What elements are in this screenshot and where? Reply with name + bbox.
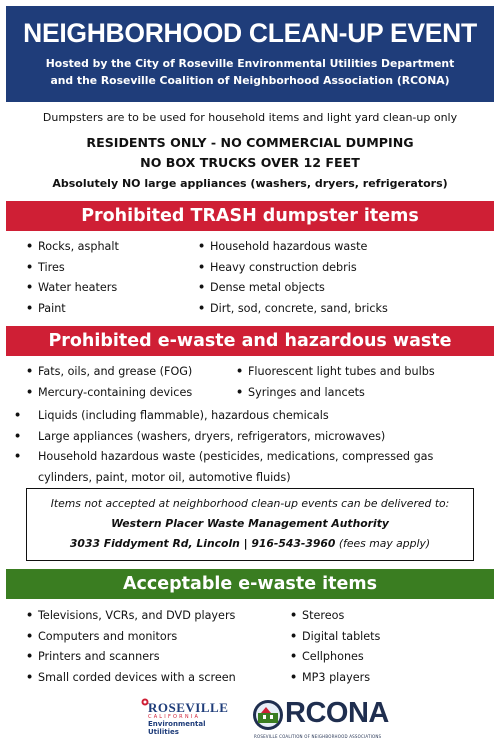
rcona-tagline: ROSEVILLE COALITION OF NEIGHBORHOOD ASSOCIATIONS	[254, 734, 382, 739]
list-item: • Tires	[26, 258, 119, 279]
ewaste-prohibited-list-full	[26, 406, 476, 488]
ewaste-prohibited-list-left	[26, 362, 192, 403]
usage-note: Dumpsters are to be used for household items and light yard clean-up only	[42, 111, 458, 124]
appliance-rule: Absolutely NO large appliances (washers, dryers, refrigerators)	[52, 177, 448, 190]
acceptable-list-left	[26, 606, 236, 688]
list-item: • Digital tablets	[290, 627, 380, 648]
list-item: • Fats, oils, and grease (FOG)	[26, 362, 192, 383]
roseville-logo	[140, 697, 229, 745]
list-item: • Household hazardous waste	[198, 237, 388, 258]
list-item: • Stereos	[290, 606, 380, 627]
list-item: • MP3 players	[290, 668, 380, 689]
list-item: • Rocks, asphalt	[26, 237, 119, 258]
list-item: • Household hazardous waste (pesticides, medications, compressed gas cylinders, paint, motor oil, automotive fluids)	[26, 447, 476, 488]
alternate-dropoff-notice	[26, 488, 474, 561]
list-item: • Syringes and lancets	[236, 383, 435, 404]
rcona-logo	[252, 697, 389, 745]
rcona-name: RCONA	[285, 697, 389, 729]
list-item: • Dirt, sod, concrete, sand, bricks	[198, 299, 388, 320]
box-truck-rule: NO BOX TRUCKS OVER 12 FEET	[140, 155, 360, 170]
page-title: NEIGHBORHOOD CLEAN-UP EVENT	[23, 18, 477, 48]
list-item: • Liquids (including flammable), hazardous chemicals	[26, 406, 476, 427]
residents-only-rule: RESIDENTS ONLY - NO COMMERCIAL DUMPING	[86, 135, 414, 150]
list-item: • Televisions, VCRs, and DVD players	[26, 606, 236, 627]
roseville-state: CALIFORNIA	[148, 714, 201, 720]
acceptable-list-right	[290, 606, 380, 688]
list-item: • Fluorescent light tubes and bulbs	[236, 362, 435, 383]
trash-list-right	[198, 237, 388, 319]
list-item: • Cellphones	[290, 647, 380, 668]
notice-address-phone: 3033 Fiddyment Rd, Lincoln | 916-543-3960	[69, 537, 336, 550]
trash-list-left	[26, 237, 119, 319]
trash-section-heading: Prohibited TRASH dumpster items	[6, 201, 494, 231]
notice-intro: Items not accepted at neighborhood clean-up events can be delivered to:	[50, 497, 450, 510]
notice-address	[27, 534, 473, 554]
list-item: • Heavy construction debris	[198, 258, 388, 279]
subtitle-line-1: Hosted by the City of Roseville Environmental Utilities Department	[45, 57, 455, 70]
list-item: • Mercury-containing devices	[26, 383, 192, 404]
event-header	[6, 6, 494, 102]
ewaste-prohibited-heading: Prohibited e-waste and hazardous waste	[6, 326, 494, 356]
list-item: • Large appliances (washers, dryers, refrigerators, microwaves)	[26, 427, 476, 448]
acceptable-heading: Acceptable e-waste items	[6, 569, 494, 599]
roseville-dept-line-1: Environmental	[148, 720, 206, 728]
list-item: • Dense metal objects	[198, 278, 388, 299]
rcona-badge-icon	[252, 699, 284, 731]
roseville-dept-line-2: Utilities	[148, 728, 179, 736]
header-subtitle	[6, 55, 494, 89]
list-item: • Printers and scanners	[26, 647, 236, 668]
subtitle-line-2: and the Roseville Coalition of Neighborhood Association (RCONA)	[50, 74, 450, 87]
list-item: • Computers and monitors	[26, 627, 236, 648]
roseville-name: ROSEVILLE	[148, 700, 229, 715]
list-item: • Paint	[26, 299, 119, 320]
list-item: • Water heaters	[26, 278, 119, 299]
notice-facility: Western Placer Waste Management Authority	[111, 517, 389, 530]
list-item: • Small corded devices with a screen	[26, 668, 236, 689]
roseville-dept	[148, 720, 205, 736]
ewaste-prohibited-list-right	[236, 362, 435, 403]
intro-rules	[0, 111, 500, 191]
notice-fees: (fees may apply)	[335, 537, 431, 550]
